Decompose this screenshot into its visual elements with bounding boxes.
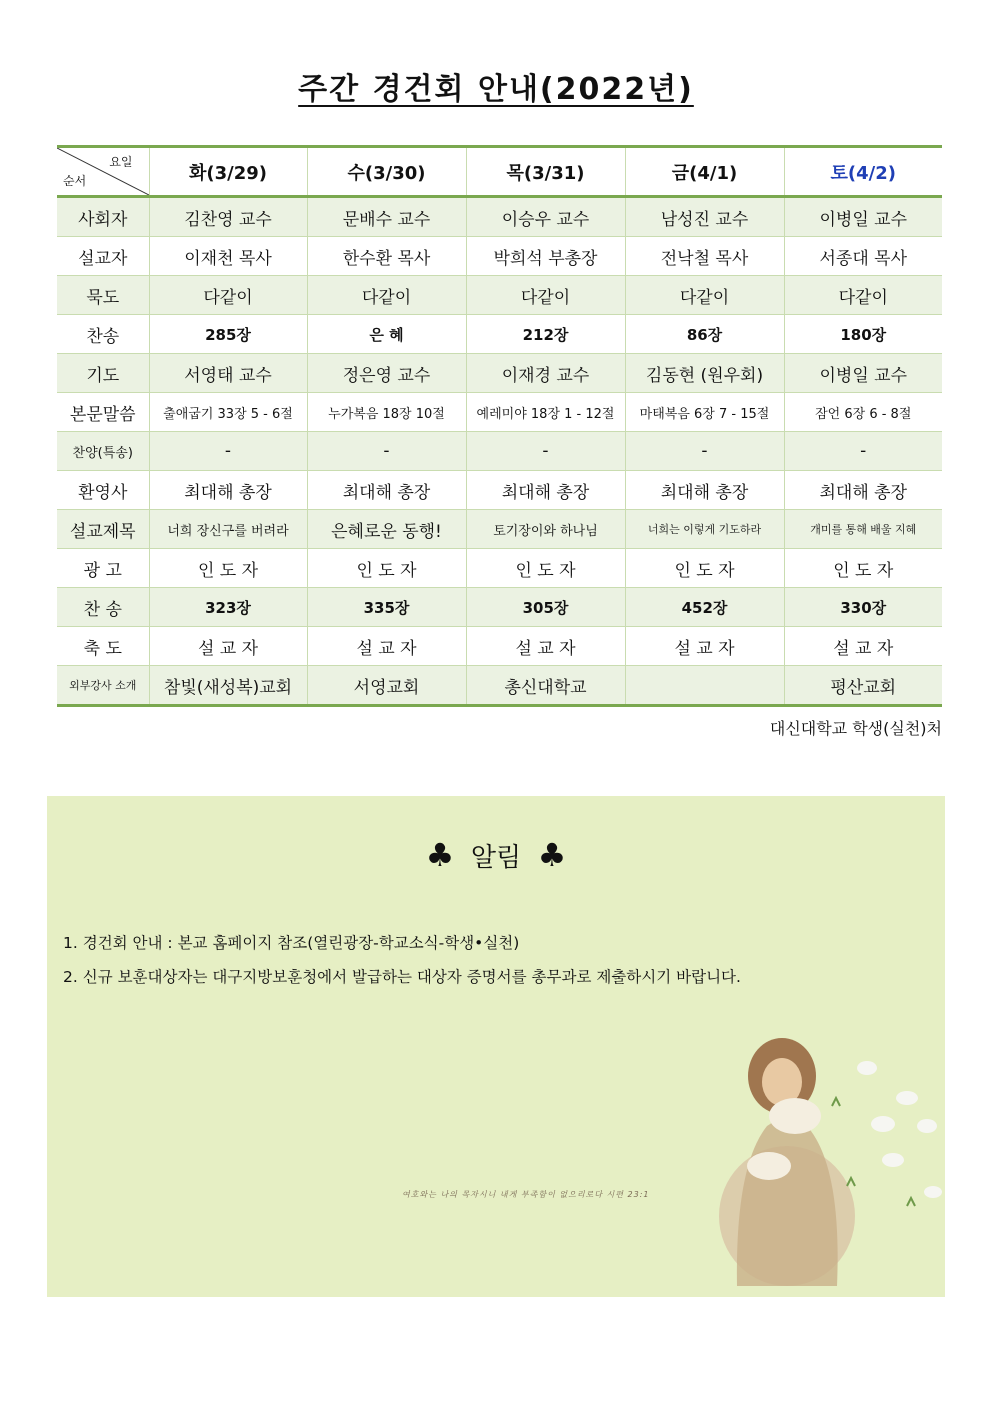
table-cell: 설 교 자: [625, 627, 784, 666]
table-cell: 서영교회: [307, 666, 466, 706]
table-row: [57, 276, 942, 315]
row-label: 사회자: [57, 197, 149, 237]
table-cell: 김동현 (원우회): [625, 354, 784, 393]
table-cell: -: [625, 432, 784, 471]
table-cell: 이병일 교수: [784, 197, 942, 237]
table-cell: 설 교 자: [784, 627, 942, 666]
corner-day-label: 요일: [109, 155, 133, 169]
row-label: 광 고: [57, 549, 149, 588]
schedule-table: [57, 145, 942, 707]
table-row: [57, 315, 942, 354]
table-cell: 설 교 자: [466, 627, 625, 666]
notice-item: 1. 경건회 안내 : 본교 홈페이지 참조(열린광장-학교소식-학생•실천): [63, 934, 520, 952]
table-row: [57, 471, 942, 510]
table-cell: 은혜로운 동행!: [307, 510, 466, 549]
table-cell: 최대해 총장: [307, 471, 466, 510]
table-cell: 180장: [784, 315, 942, 354]
table-cell: 86장: [625, 315, 784, 354]
table-cell: 다같이: [625, 276, 784, 315]
table-cell: 참빛(새성복)교회: [149, 666, 307, 706]
table-cell: 인 도 자: [466, 549, 625, 588]
header-row: [57, 147, 942, 197]
day-header-wed: 수(3/30): [307, 147, 466, 197]
table-cell: 최대해 총장: [466, 471, 625, 510]
table-cell: 예레미야 18장 1 - 12절: [466, 393, 625, 432]
corner-order-label: 순서: [63, 174, 87, 188]
row-label: 본문말씀: [57, 393, 149, 432]
corner-cell: [57, 147, 149, 197]
row-label: 찬양(특송): [57, 432, 149, 471]
table-cell: 다같이: [466, 276, 625, 315]
day-header-thu: 목(3/31): [466, 147, 625, 197]
notice-item: 2. 신규 보훈대상자는 대구지방보훈청에서 발급하는 대상자 증명서를 총무과로 제출하시기 바랍니다.: [63, 968, 741, 986]
table-row: [57, 510, 942, 549]
shepherd-illustration: [707, 1016, 945, 1286]
row-label: 기도: [57, 354, 149, 393]
table-row: [57, 432, 942, 471]
row-label: 설교자: [57, 237, 149, 276]
notice-heading: [47, 836, 945, 874]
table-cell: 323장: [149, 588, 307, 627]
table-cell: 이승우 교수: [466, 197, 625, 237]
table-cell: 다같이: [784, 276, 942, 315]
table-row: [57, 237, 942, 276]
issuer-label: 대신대학교 학생(실천)처: [769, 719, 942, 738]
table-cell: 남성진 교수: [625, 197, 784, 237]
row-label: 찬 송: [57, 588, 149, 627]
table-row: [57, 197, 942, 237]
notice-list: [63, 926, 741, 994]
table-row: [57, 549, 942, 588]
bible-verse: 여호와는 나의 목자시니 내게 부족함이 없으리로다 시편 23:1: [402, 1190, 650, 1199]
row-label: 환영사: [57, 471, 149, 510]
table-cell: 너희는 이렇게 기도하라: [625, 510, 784, 549]
table-row: [57, 588, 942, 627]
table-cell: 212장: [466, 315, 625, 354]
table-cell: 이재경 교수: [466, 354, 625, 393]
table-cell: 잠언 6장 6 - 8절: [784, 393, 942, 432]
table-cell: 은 혜: [307, 315, 466, 354]
table-cell: 누가복음 18장 10절: [307, 393, 466, 432]
table-cell: 정은영 교수: [307, 354, 466, 393]
table-cell: 설 교 자: [149, 627, 307, 666]
table-cell: 인 도 자: [149, 549, 307, 588]
table-cell: 마태복음 6장 7 - 15절: [625, 393, 784, 432]
table-cell: 총신대학교: [466, 666, 625, 706]
table-cell: 최대해 총장: [625, 471, 784, 510]
table-cell: 305장: [466, 588, 625, 627]
table-cell: 박희석 부총장: [466, 237, 625, 276]
table-cell: -: [784, 432, 942, 471]
table-cell: 평산교회: [784, 666, 942, 706]
table-cell: 다같이: [307, 276, 466, 315]
table-cell: 이병일 교수: [784, 354, 942, 393]
table-row: [57, 354, 942, 393]
table-row: [57, 627, 942, 666]
table-row: [57, 393, 942, 432]
table-cell: -: [466, 432, 625, 471]
table-cell: [625, 666, 784, 706]
table-cell: 개미를 통해 배울 지혜: [784, 510, 942, 549]
row-label: 설교제목: [57, 510, 149, 549]
table-row: [57, 666, 942, 706]
table-cell: -: [307, 432, 466, 471]
table-cell: 최대해 총장: [149, 471, 307, 510]
table-cell: 문배수 교수: [307, 197, 466, 237]
club-icon: ♣: [537, 836, 567, 874]
table-cell: 설 교 자: [307, 627, 466, 666]
table-cell: 최대해 총장: [784, 471, 942, 510]
table-cell: 335장: [307, 588, 466, 627]
table-cell: 452장: [625, 588, 784, 627]
day-header-sat: 토(4/2): [784, 147, 942, 197]
table-cell: 너희 장신구를 버려라: [149, 510, 307, 549]
table-cell: 서영태 교수: [149, 354, 307, 393]
row-label: 찬송: [57, 315, 149, 354]
table-cell: 다같이: [149, 276, 307, 315]
table-cell: 인 도 자: [625, 549, 784, 588]
row-label: 외부강사 소개: [57, 666, 149, 706]
table-cell: -: [149, 432, 307, 471]
table-cell: 이재천 목사: [149, 237, 307, 276]
notice-title: 알림: [470, 843, 522, 873]
notice-panel: [47, 796, 945, 1297]
table-cell: 330장: [784, 588, 942, 627]
table-cell: 한수환 목사: [307, 237, 466, 276]
table-cell: 인 도 자: [307, 549, 466, 588]
table-cell: 285장: [149, 315, 307, 354]
table-cell: 출애굽기 33장 5 - 6절: [149, 393, 307, 432]
table-cell: 토기장이와 하나님: [466, 510, 625, 549]
row-label: 묵도: [57, 276, 149, 315]
table-cell: 김찬영 교수: [149, 197, 307, 237]
day-header-fri: 금(4/1): [625, 147, 784, 197]
page-title: 주간 경건회 안내(2022년): [298, 72, 694, 107]
club-icon: ♣: [425, 836, 455, 874]
row-label: 축 도: [57, 627, 149, 666]
table-cell: 인 도 자: [784, 549, 942, 588]
table-cell: 전낙철 목사: [625, 237, 784, 276]
day-header-tue: 화(3/29): [149, 147, 307, 197]
table-cell: 서종대 목사: [784, 237, 942, 276]
